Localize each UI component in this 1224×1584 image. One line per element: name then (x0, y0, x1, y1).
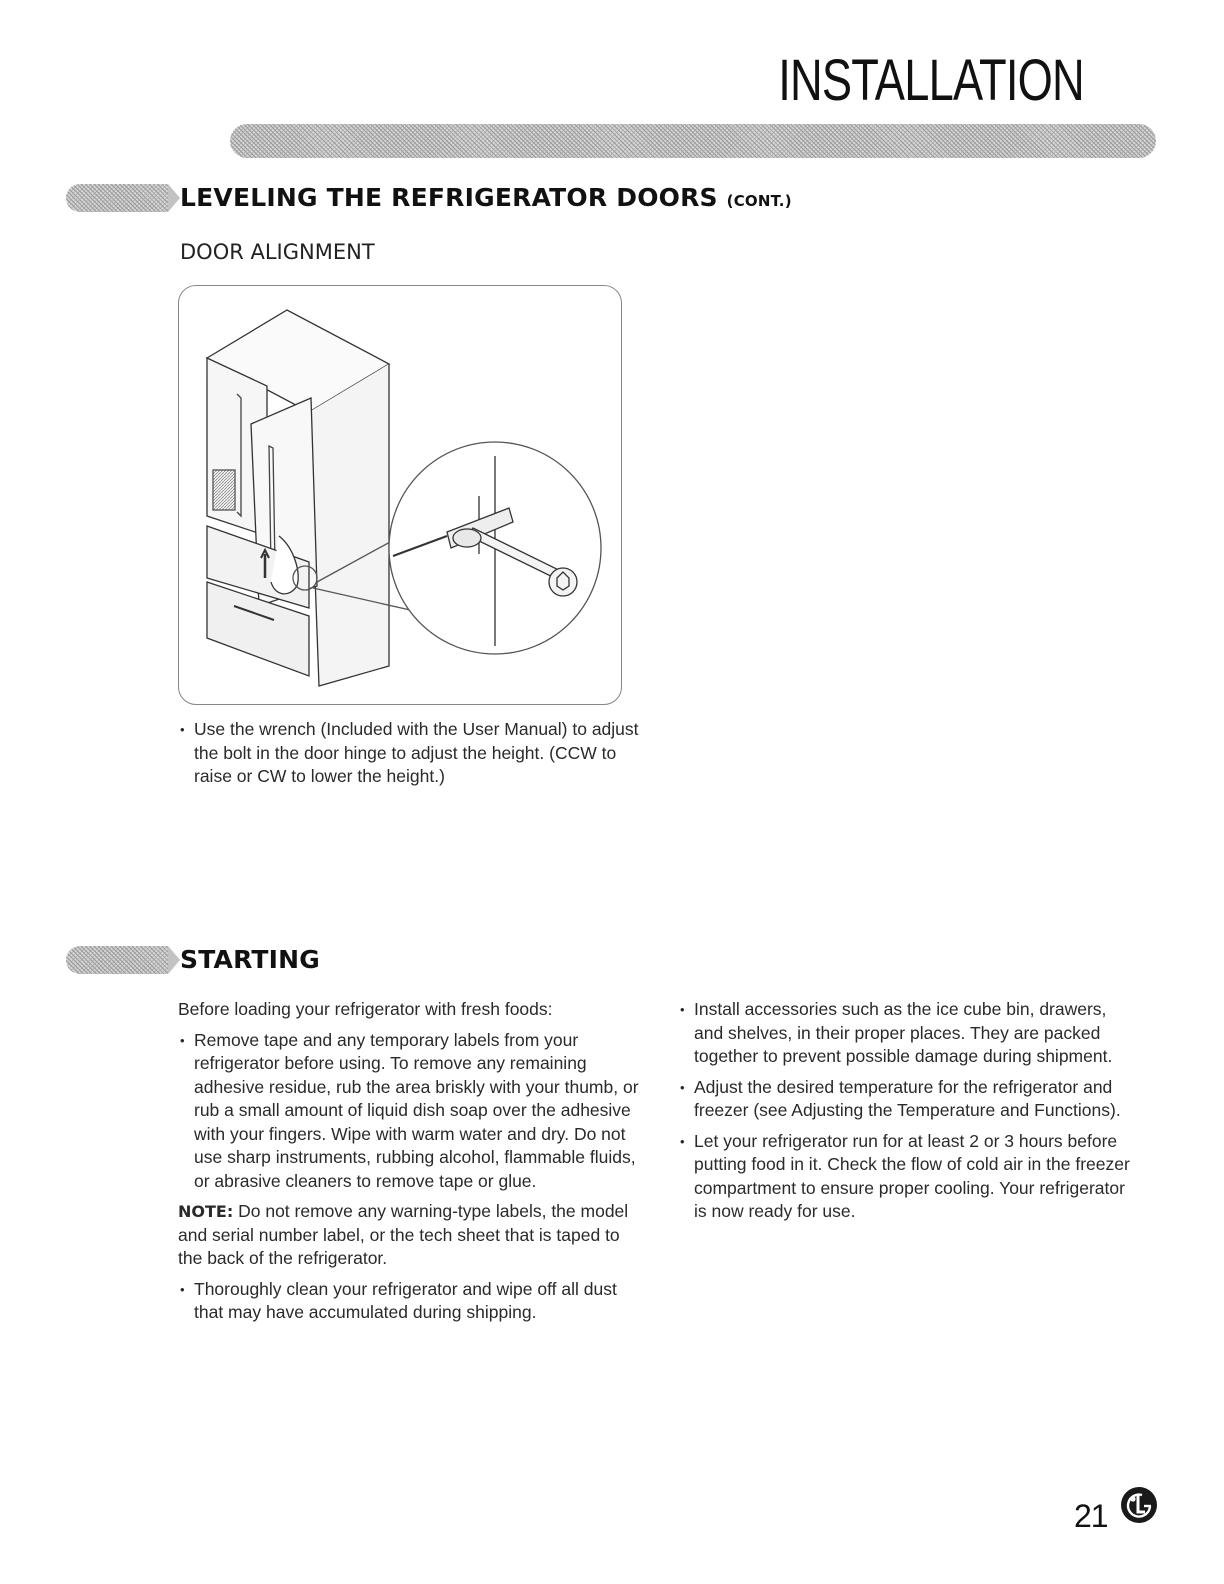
leveling-section-heading (180, 183, 792, 212)
section-tab-marker (66, 946, 170, 974)
page-number: 21 (1074, 1498, 1108, 1534)
wrench-instruction-bullet: • Use the wrench (Included with the User Manual) to adjust the bolt in the door hinge to adjust the height. (CCW to raise or CW to lower the height.) (178, 718, 648, 789)
starting-section-heading: STARTING (180, 945, 320, 974)
leveling-heading-text: LEVELING THE REFRIGERATOR DOORS (180, 183, 718, 212)
refrigerator-wrench-illustration (179, 286, 622, 705)
starting-intro: Before loading your refrigerator with fresh foods: (178, 999, 553, 1019)
list-item: • Remove tape and any temporary labels from your refrigerator before using. To remove any remaining adhesive residue, rub the area briskly with your thumb, or rub a small amount of liquid dish soap over the adhesive with your fingers. Wipe with warm water and dry. Do not use sharp instruments, rubbing alcohol, flammable fluids, or abrasive cleaners to remove tape or glue. (178, 1029, 648, 1194)
lg-logo-icon (1120, 1486, 1158, 1524)
door-alignment-subheading: DOOR ALIGNMENT (180, 240, 375, 264)
title-underline-bar (230, 124, 1156, 158)
list-item: • Adjust the desired temperature for the refrigerator and freezer (see Adjusting the Temperature and Functions). (678, 1076, 1130, 1123)
note-text: Do not remove any warning-type labels, the model and serial number label, or the tech sheet that is taped to the back of the refrigerator. (178, 1201, 629, 1268)
starting-right-column (678, 998, 1130, 1231)
list-item: • Thoroughly clean your refrigerator and wipe off all dust that may have accumulated during shipping. (178, 1278, 648, 1325)
starting-left-column (178, 998, 648, 1332)
list-item: • Install accessories such as the ice cube bin, drawers, and shelves, in their proper places. They are packed together to prevent possible damage during shipment. (678, 998, 1130, 1069)
page-title: INSTALLATION (778, 48, 1084, 113)
note-paragraph (178, 1200, 648, 1271)
leveling-heading-suffix: (CONT.) (726, 192, 792, 210)
door-alignment-figure (178, 285, 622, 705)
note-label: NOTE: (178, 1202, 234, 1221)
section-tab-marker (66, 184, 170, 212)
list-item: • Let your refrigerator run for at least 2 or 3 hours before putting food in it. Check the flow of cold air in the freezer compartment to ensure proper cooling. Your refrigerator is now ready for use. (678, 1130, 1130, 1224)
